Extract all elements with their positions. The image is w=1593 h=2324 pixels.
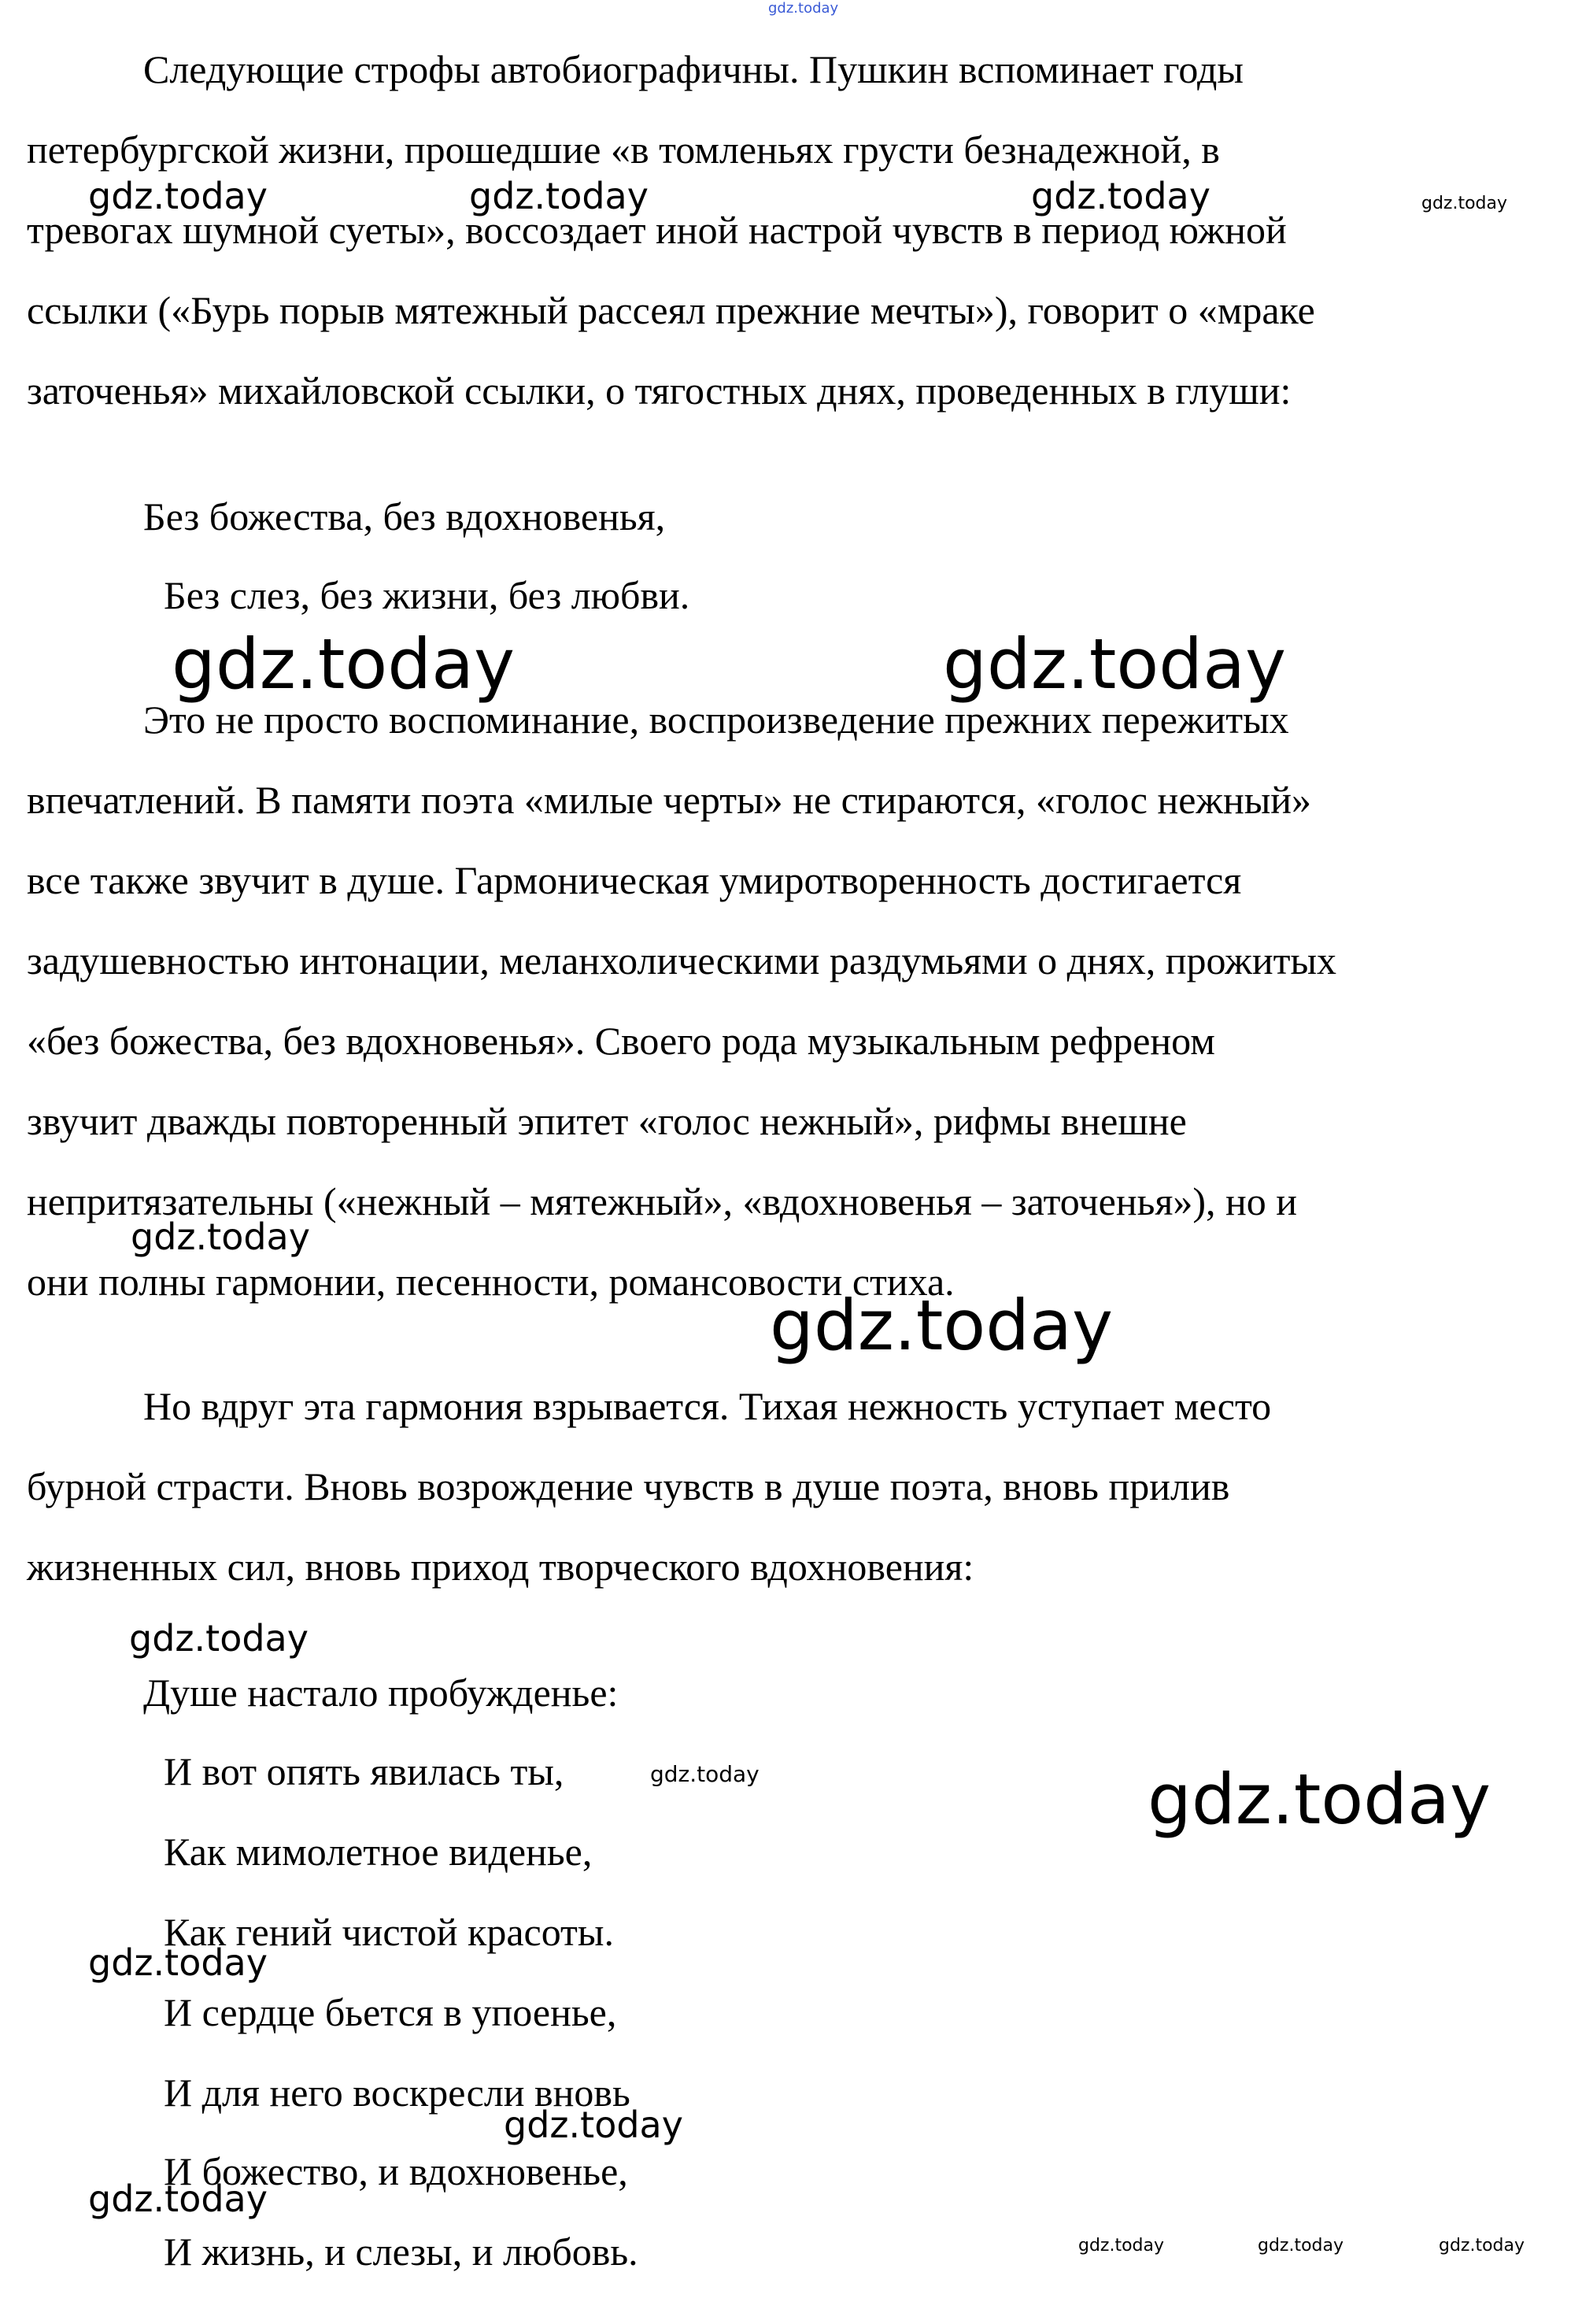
paragraph-1-line-5: заточенья» михайловской ссылки, о тягостных днях, проведенных в глуши: bbox=[27, 368, 1292, 413]
quote-2-line-6: И для него воскресли вновь bbox=[164, 2071, 630, 2115]
watermark: gdz.today bbox=[1421, 194, 1508, 213]
watermark: gdz.today bbox=[943, 624, 1287, 705]
paragraph-2-line-4: задушевностью интонации, меланхолическими раздумьями о днях, прожитых bbox=[27, 938, 1337, 983]
paragraph-2-line-7: непритязательны («нежный – мятежный», «вдохновенья – заточенья»), но и bbox=[27, 1179, 1298, 1223]
paragraph-3-line-2: бурной страсти. Вновь возрождение чувств в душе поэта, вновь прилив bbox=[27, 1464, 1230, 1508]
quote-2-line-2: И вот опять явилась ты, bbox=[164, 1749, 564, 1793]
paragraph-1-line-2: петербургской жизни, прошедшие «в томленьях грусти безнадежной, в bbox=[27, 128, 1220, 172]
watermark: gdz.today bbox=[1078, 2236, 1165, 2256]
paragraph-2-line-6: звучит дважды повторенный эпитет «голос нежный», рифмы внешне bbox=[27, 1099, 1187, 1143]
paragraph-1-line-4: ссылки («Бурь порыв мятежный рассеял прежние мечты»), говорит о «мраке bbox=[27, 288, 1315, 332]
paragraph-1-line-3: тревогах шумной суеты», воссоздает иной настрой чувств в период южной bbox=[27, 208, 1287, 252]
quote-1-line-1: Без божества, без вдохновенья, bbox=[143, 494, 666, 538]
watermark: gdz.today bbox=[1439, 2236, 1525, 2256]
watermark: gdz.today bbox=[1031, 175, 1210, 217]
watermark: gdz.today bbox=[650, 1761, 760, 1787]
watermark: gdz.today bbox=[88, 2178, 268, 2220]
paragraph-3-line-3: жизненных сил, вновь приход творческого вдохновения: bbox=[27, 1545, 974, 1589]
watermark: gdz.today bbox=[504, 2104, 683, 2146]
paragraph-2-line-1: Это не просто воспоминание, воспроизведение прежних пережитых bbox=[143, 698, 1289, 742]
paragraph-2-line-8: они полны гармонии, песенности, романсовости стиха. bbox=[27, 1260, 955, 1304]
watermark: gdz.today bbox=[768, 0, 839, 17]
watermark: gdz.today bbox=[1148, 1759, 1491, 1840]
watermark: gdz.today bbox=[770, 1285, 1114, 1366]
paragraph-2-line-3: все также звучит в душе. Гармоническая умиротворенность достигается bbox=[27, 858, 1242, 902]
watermark: gdz.today bbox=[469, 175, 649, 217]
watermark: gdz.today bbox=[172, 624, 516, 705]
quote-2-line-4: Как гений чистой красоты. bbox=[164, 1910, 614, 1954]
quote-2-line-3: Как мимолетное виденье, bbox=[164, 1830, 593, 1874]
watermark: gdz.today bbox=[1258, 2236, 1344, 2256]
watermark: gdz.today bbox=[131, 1216, 310, 1258]
quote-2-line-5: И сердце бьется в упоенье, bbox=[164, 1990, 617, 2034]
watermark: gdz.today bbox=[129, 1617, 309, 1660]
quote-2-line-1: Душе настало пробужденье: bbox=[143, 1671, 619, 1715]
paragraph-2-line-2: впечатлений. В памяти поэта «милые черты» не стираются, «голос нежный» bbox=[27, 778, 1312, 822]
watermark: gdz.today bbox=[88, 1941, 268, 1984]
paragraph-2-line-5: «без божества, без вдохновенья». Своего рода музыкальным рефреном bbox=[27, 1019, 1215, 1063]
watermark: gdz.today bbox=[88, 175, 268, 217]
paragraph-3-line-1: Но вдруг эта гармония взрывается. Тихая нежность уступает место bbox=[143, 1384, 1272, 1428]
quote-1-line-2: Без слез, без жизни, без любви. bbox=[164, 573, 690, 617]
paragraph-1-line-1: Следующие строфы автобиографичны. Пушкин вспоминает годы bbox=[143, 47, 1244, 91]
quote-2-line-8: И жизнь, и слезы, и любовь. bbox=[164, 2230, 638, 2274]
quote-2-line-7: И божество, и вдохновенье, bbox=[164, 2149, 628, 2193]
